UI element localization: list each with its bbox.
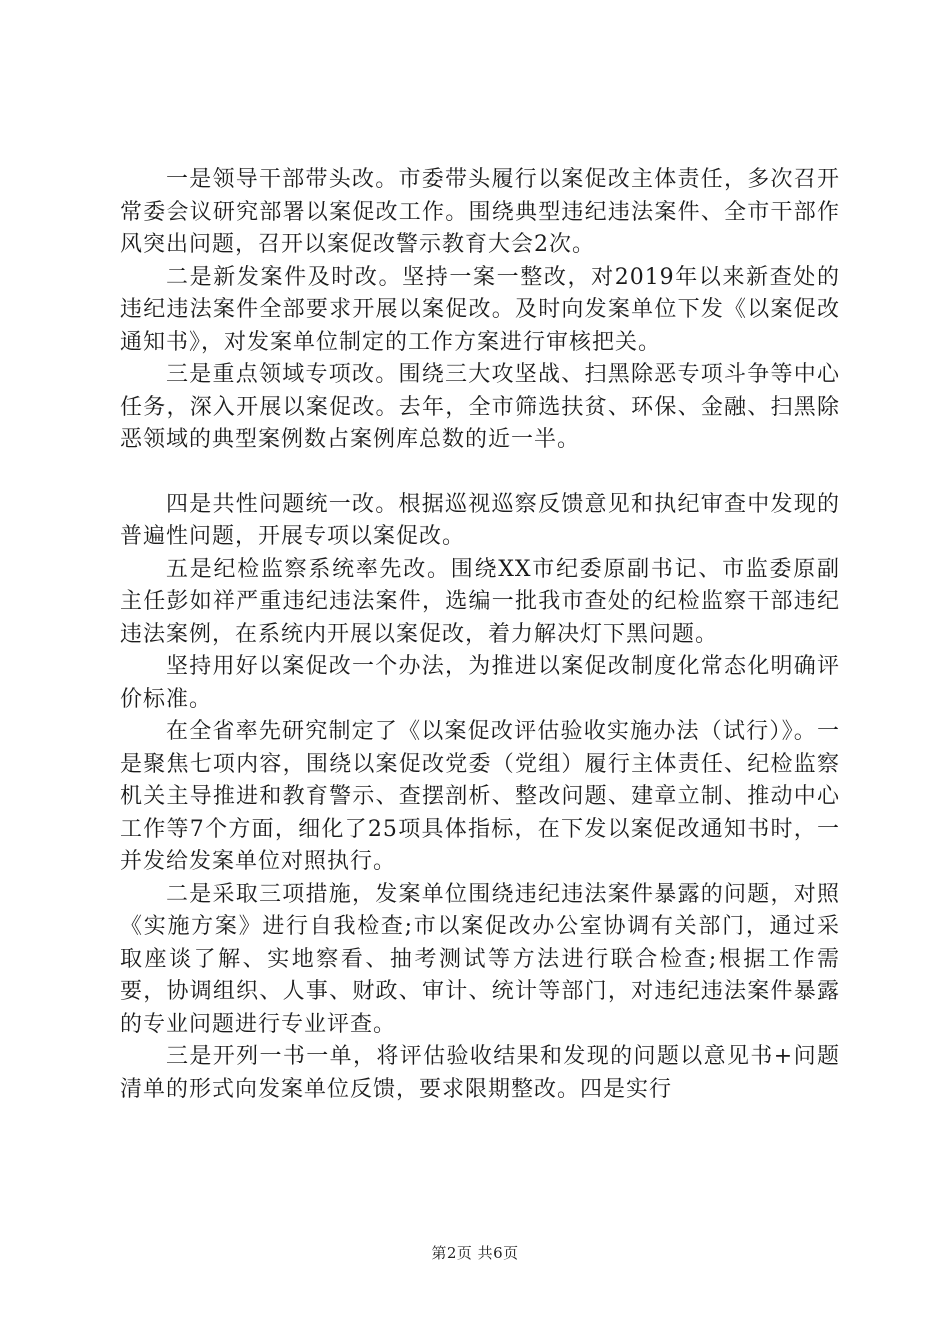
paragraph-3: 三是重点领域专项改。围绕三大攻坚战、扫黑除恶专项斗争等中心任务，深入开展以案促改。去年，全市筛选扶贫、环保、金融、扫黑除恶领域的典型案例数占案例库总数的近一半。 — [120, 362, 840, 452]
paragraph-2: 二是新发案件及时改。坚持一案一整改，对2019年以来新查处的违纪违法案件全部要求开展以案促改。及时向发案单位下发《以案促改通知书》，对发案单位制定的工作方案进行审核把关。 — [120, 264, 840, 355]
paragraph-5: 五是纪检监察系统率先改。围绕XX市纪委原副书记、市监委原副主任彭如祥严重违纪违法案件，选编一批我市查处的纪检监察干部违纪违法案例，在系统内开展以案促改，着力解决灯下黑问题。 — [120, 556, 840, 647]
paragraph-1: 一是领导干部带头改。市委带头履行以案促改主体责任，多次召开常委会议研究部署以案促改工作。围绕典型违纪违法案件、全市干部作风突出问题，召开以案促改警示教育大会2次。 — [120, 167, 840, 257]
paragraph-9: 三是开列一书一单，将评估验收结果和发现的问题以意见书+问题清单的形式向发案单位反馈，要求限期整改。四是实行 — [120, 1044, 840, 1102]
paragraph-4: 四是共性问题统一改。根据巡视巡察反馈意见和执纪审查中发现的普遍性问题，开展专项以案促改。 — [120, 491, 840, 549]
paragraph-8: 二是采取三项措施，发案单位围绕违纪违法案件暴露的问题，对照《实施方案》进行自我检查;市以案促改办公室协调有关部门，通过采取座谈了解、实地察看、抽考测试等方法进行联合检查;根据工作需要，协调组织、人事、财政、审计、统计等部门，对违纪违法案件暴露的专业问题进行专业评查。 — [120, 881, 840, 1037]
paragraph-7: 在全省率先研究制定了《以案促改评估验收实施办法（试行）》。一是聚焦七项内容，围绕以案促改党委（党组）履行主体责任、纪检监察机关主导推进和教育警示、查摆剖析、整改问题、建章立制、推动中心工作等7个方面，细化了25项具体指标，在下发以案促改通知书时，一并发给发案单位对照执行。 — [120, 719, 840, 874]
paragraph-6: 坚持用好以案促改一个办法，为推进以案促改制度化常态化明确评价标准。 — [120, 654, 840, 712]
document-body — [120, 164, 840, 1106]
page-number-footer: 第2页 共6页 — [431, 1244, 519, 1262]
